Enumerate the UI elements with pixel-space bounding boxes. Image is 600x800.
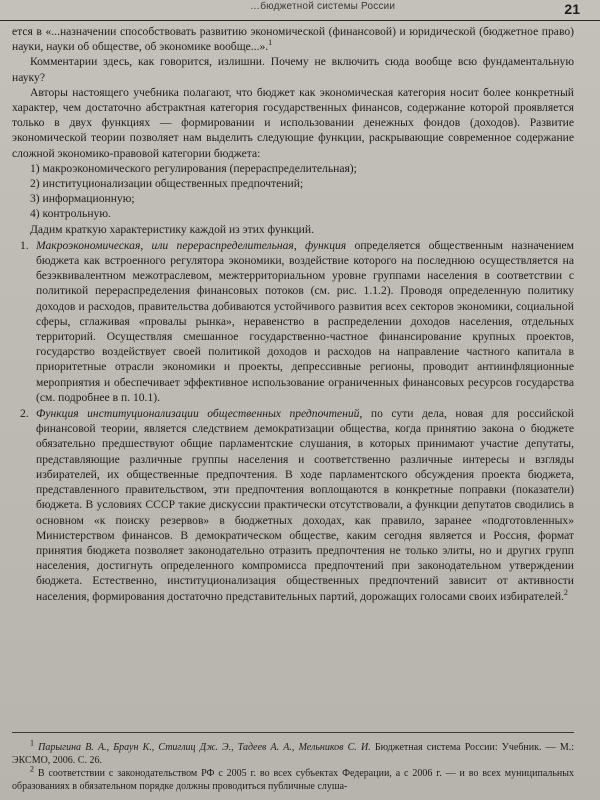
item-term: Макроэкономическая, или перераспределительная, функция [36,238,347,252]
footnote-marker: 1 [30,738,34,748]
item-number: 2. [20,407,29,421]
item-text: определяется общественным назначением бюджета как встроенного регулятора экономики, воздействие которого на последнюю осуществляется на безэквивалентном межотраслевом, межтерриториальном уровне группами населения в соответствии с политикой перераспределения финансовых потоков (см. рис. 1.1.2). Проводя определенную политику доходов и расходов, правительства добиваются устойчивого развития всех секторов экономики, социальной сферы, сглаживая «провалы рынка», неравенство в распределении доходов населения, отдельных территорий. Осуществляя смешанное государственно-частное финансирование крупных проектов, государство воздействует своей политикой доходов и расходов на направление частного капитала в приоритетные отрасли экономики и проекты, депрессивные регионы, проводит антиинфляционные мероприятия и обеспечивает эффективное использование ограниченных финансовых ресурсов государства (см. подробнее в п. 10.1). [36,238,575,404]
footnote-marker: 2 [30,764,34,774]
running-header [0,0,600,21]
numbered-item-institutionalization [12,406,574,604]
paragraph-continuation [12,24,574,54]
footnotes [12,732,574,793]
main-text [12,24,574,604]
footnote-2 [12,764,574,793]
list-item: 1) макроэкономического регулирования (перераспределительная); [30,161,357,175]
list-item: 3) информационную; [30,192,135,206]
list-item: 2) институционализации общественных предпочтений; [30,177,304,191]
footnote-authors: Парыгина В. А., Браун К., Стиглиц Дж. Э., Тадеев А. А., Мельников С. И. [38,742,371,753]
list-item: 4) контрольную. [30,207,111,221]
footnote-text: Бюджетная система России: Учебник. — М.: ЭКСМО, 2006. С. 26. [12,742,574,766]
item-text: , по сути дела, новая для российской финансовой теории, является следствием демократизации общества, когда принятию закона о бюджете обязательно предшествуют общие парламентские слушания, в которых принимают участие депутаты, представляющие различные группы населения и соответственно различные интересы и взгляды избирателей, их общественные предпочтения. В ходе парламентского обсуждения проекта бюджета, представленного правительством, эти предпочтения воплощаются в конкретные поправки (показатели) бюджета. В условиях СССР такие дискуссии практически отсутствовали, а функции депутатов сводились в основном «к поиску резервов» в бюджетных доходах, как правило, заранее «подготовленных» Министерством финансов. В демократическом обществе, каким сегодня является и Россия, формат принятия бюджета позволяет законодательно отразить предпочтения не только элиты, но и других групп населения, достигнуть определенного компромисса предпочтений при законодательном утверждении бюджета. Естественно, институционализация общественных предпочтений зависит от активности населения, формирования достаточно представительных партий, дорожащих голосами своих избирателей. [36,407,574,603]
footnote-1 [12,738,574,767]
page-number: 21 [564,1,580,17]
footnote-ref: 2 [563,587,568,597]
running-title: …бюджетной системы России [250,1,396,12]
numbered-item-macro [12,238,574,405]
footnote-ref: 1 [268,38,273,48]
paragraph-comment: Комментарии здесь, как говорится, излишни. Почему не включить сюда вообще всю фундаментальную науку? [12,55,574,84]
item-number: 1. [20,238,29,252]
paragraph-authors-view: Авторы настоящего учебника полагают, что бюджет как экономическая категория носит более конкретный характер, чем достаточно абстрактная категория государственных финансов, содержание которой проявляется только в двух функциях — формировании и использовании денежных фондов (доходов). Развитие экономической теории позволяет нам выделить следующие функции, раскрывающие современное содержание сложной экономико-правовой категории бюджета: [12,85,574,160]
paragraph-intro: Дадим краткую характеристику каждой из этих функций. [30,222,314,236]
functions-list [12,161,574,222]
item-term: Функция институционализации общественных предпочтений [36,407,360,421]
paragraph-text: ется в «...назначении способствовать развитию экономической (финансовой) и юридической (бюджетное право) науки, науки об обществе, об экономике вообще...». [12,25,574,54]
footnote-text: В соответствии с законодательством РФ с 2005 г. во всех субъектах Федерации, а с 2006 г. — и во всех муниципальных образованиях в обязательном порядке должны проводиться публичные слуша- [12,768,574,792]
